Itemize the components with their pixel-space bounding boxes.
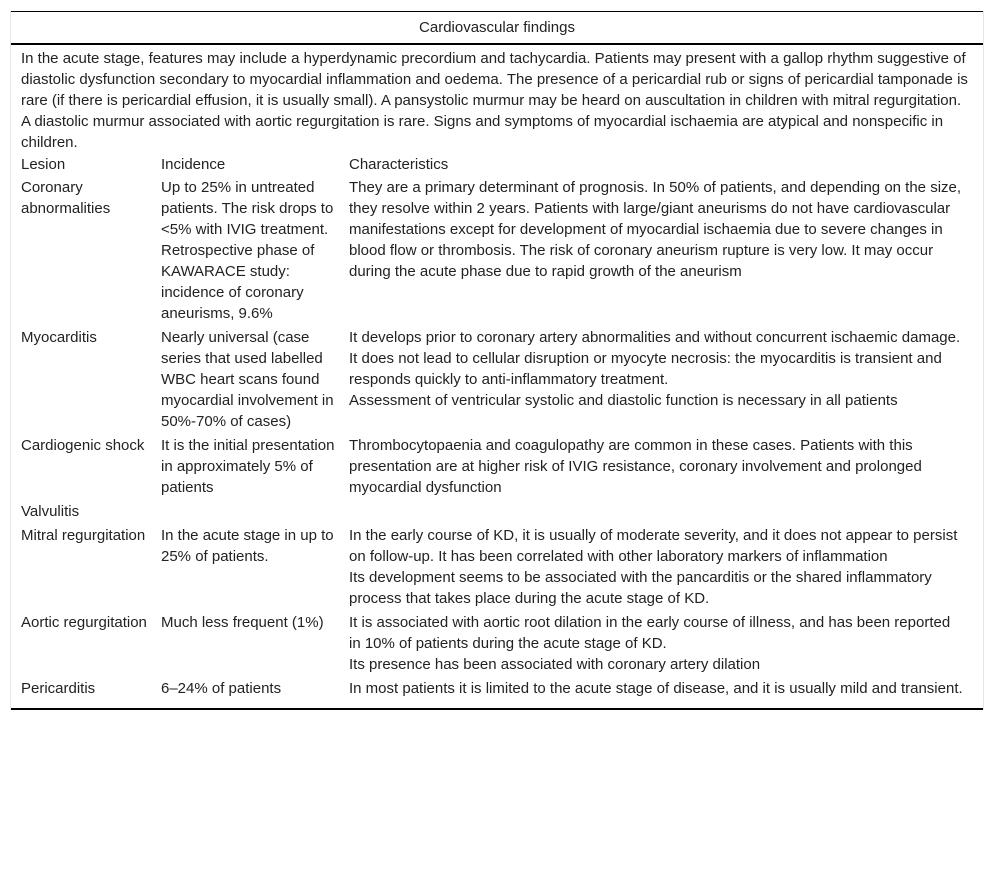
characteristics-paragraph: Its presence has been associated with coronary artery dilation bbox=[349, 656, 761, 673]
characteristics-paragraph: It is associated with aortic root dilation in the early course of illness, and has been reported in 10% of patients during the acute stage of KD. bbox=[349, 614, 951, 652]
header-row bbox=[11, 153, 983, 177]
header-lesion: Lesion bbox=[21, 156, 66, 173]
intro-paragraph: In the acute stage, features may include a hyperdynamic precordium and tachycardia. Patients may present with a gallop rhythm suggestive of diastolic dysfunction secondary to myocardial inflammation and oedema. The presence of a pericardial rub or signs of pericardial tamponade is rare (if there is pericardial effusion, it is usually small). A pansystolic murmur may be heard on auscultation in children with mitral regurgitation. A diastolic murmur associated with aortic regurgitation is rare. Signs and symptoms of myocardial ischaemia are atypical and nonspecific in children. bbox=[21, 50, 968, 151]
characteristics-paragraph: They are a primary determinant of prognosis. In 50% of patients, and depending on the size, they resolve within 2 years. Patients with large/giant aneurisms do not have cardiovascular manifestations except for development of myocardial ischaemia due to severe changes in blood flow or thrombosis. The risk of coronary aneurism rupture is very low. It may occur during the acute phase due to rapid growth of the aneurism bbox=[349, 179, 962, 280]
characteristics-cell bbox=[349, 612, 983, 678]
header-characteristics: Characteristics bbox=[349, 156, 449, 173]
header-incidence: Incidence bbox=[161, 156, 226, 173]
lesion-cell: Cardiogenic shock bbox=[21, 437, 145, 454]
characteristics-paragraph: Assessment of ventricular systolic and diastolic function is necessary in all patients bbox=[349, 392, 898, 409]
lesion-cell: Coronary abnormalities bbox=[21, 179, 111, 217]
table-row bbox=[11, 612, 983, 678]
characteristics-paragraph: Its development seems to be associated with the pancarditis or the shared inflammatory process that takes place during the acute stage of KD. bbox=[349, 569, 932, 607]
characteristics-paragraph: It develops prior to coronary artery abnormalities and without concurrent ischaemic damage. It does not lead to cellular disruption or myocyte necrosis: the myocarditis is transient and responds quickly to anti-inflammatory treatment. bbox=[349, 329, 961, 388]
characteristics-cell bbox=[349, 525, 983, 612]
incidence-cell bbox=[161, 501, 349, 525]
incidence-cell: In the acute stage in up to 25% of patients. bbox=[161, 527, 334, 565]
lesion-cell: Aortic regurgitation bbox=[21, 614, 147, 631]
cardiovascular-findings-table bbox=[10, 11, 984, 710]
table-caption: Cardiovascular findings bbox=[11, 12, 983, 45]
incidence-cell: Nearly universal (case series that used labelled WBC heart scans found myocardial involvement in 50%-70% of cases) bbox=[161, 329, 334, 430]
table-row bbox=[11, 501, 983, 525]
incidence-cell: It is the initial presentation in approximately 5% of patients bbox=[161, 437, 335, 496]
characteristics-cell bbox=[349, 327, 983, 435]
incidence-cell: 6–24% of patients bbox=[161, 680, 282, 697]
table-row bbox=[11, 327, 983, 435]
lesion-cell: Pericarditis bbox=[21, 680, 96, 697]
lesion-cell: Myocarditis bbox=[21, 329, 97, 346]
incidence-cell: Much less frequent (1%) bbox=[161, 614, 324, 631]
characteristics-paragraph: In the early course of KD, it is usually of moderate severity, and it does not appear to persist on follow-up. It has been correlated with other laboratory markers of inflammation bbox=[349, 527, 958, 565]
bottom-rule bbox=[11, 702, 983, 710]
table-row bbox=[11, 177, 983, 327]
characteristics-cell bbox=[349, 435, 983, 501]
incidence-cell: Up to 25% in untreated patients. The risk drops to <5% with IVIG treatment. Retrospective phase of KAWARACE study: incidence of coronary aneurisms, 9.6% bbox=[161, 179, 334, 322]
characteristics-cell bbox=[349, 678, 983, 702]
table-row bbox=[11, 678, 983, 702]
lesion-cell: Mitral regurgitation bbox=[21, 527, 146, 544]
table-row bbox=[11, 435, 983, 501]
lesion-cell: Valvulitis bbox=[21, 503, 80, 520]
characteristics-paragraph: In most patients it is limited to the acute stage of disease, and it is usually mild and transient. bbox=[349, 680, 963, 697]
findings-table bbox=[11, 153, 983, 702]
characteristics-cell bbox=[349, 501, 983, 525]
characteristics-paragraph: Thrombocytopaenia and coagulopathy are common in these cases. Patients with this presentation are at higher risk of IVIG resistance, coronary involvement and prolonged myocardial dysfunction bbox=[349, 437, 922, 496]
table-row bbox=[11, 525, 983, 612]
characteristics-cell bbox=[349, 177, 983, 327]
